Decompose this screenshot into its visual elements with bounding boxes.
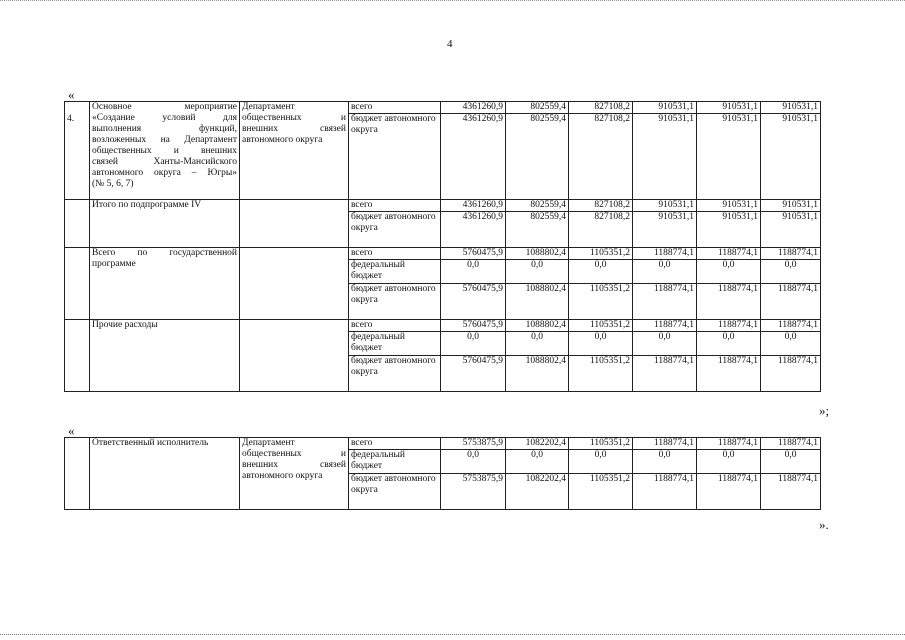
funding-source: бюджет автономного округа <box>349 284 441 320</box>
value-cell: 1105351,2 <box>569 356 633 392</box>
value-cell: 5760475,9 <box>441 284 506 320</box>
table-row <box>65 320 821 332</box>
scan-top-edge <box>0 0 905 3</box>
value-cell: 910531,1 <box>697 212 761 248</box>
value-cell: 1188774,1 <box>697 474 761 510</box>
value-cell: 910531,1 <box>633 200 697 212</box>
value-cell: 1088802,4 <box>506 356 569 392</box>
value-cell: 1188774,1 <box>633 320 697 332</box>
value-cell: 1188774,1 <box>633 474 697 510</box>
table-row <box>65 248 821 260</box>
value-cell: 1188774,1 <box>761 438 821 450</box>
value-cell: 1188774,1 <box>697 320 761 332</box>
closing-quote-1: »; <box>819 403 830 418</box>
value-cell: 4361260,9 <box>441 102 506 114</box>
funding-source: федеральный бюджет <box>349 450 441 474</box>
value-cell: 0,0 <box>569 332 633 356</box>
value-cell: 5760475,9 <box>441 320 506 332</box>
value-cell: 802559,4 <box>506 114 569 200</box>
value-cell: 4361260,9 <box>441 114 506 200</box>
value-cell: 0,0 <box>506 260 569 284</box>
value-cell: 910531,1 <box>633 102 697 114</box>
funding-source: федеральный бюджет <box>349 260 441 284</box>
value-cell: 0,0 <box>761 450 821 474</box>
value-cell: 910531,1 <box>761 114 821 200</box>
value-cell: 910531,1 <box>761 200 821 212</box>
table-row <box>65 438 821 450</box>
page-number: 4 <box>447 38 453 50</box>
value-cell: 5760475,9 <box>441 248 506 260</box>
total-name: Всего по государственной программе <box>90 248 240 320</box>
executor-label: Ответственный исполнитель <box>90 438 240 510</box>
value-cell: 910531,1 <box>633 212 697 248</box>
funding-source: всего <box>349 102 441 114</box>
value-cell: 1088802,4 <box>506 284 569 320</box>
funding-source: бюджет автономного округа <box>349 356 441 392</box>
value-cell: 0,0 <box>697 332 761 356</box>
value-cell: 1088802,4 <box>506 248 569 260</box>
value-cell: 1105351,2 <box>569 248 633 260</box>
other-expenses-name: Прочие расходы <box>90 320 240 392</box>
scan-bottom-edge <box>0 634 905 637</box>
value-cell: 910531,1 <box>697 114 761 200</box>
measure-name: Основное мероприятие «Создание условий для выполнения функций, возложенных на Департамент общественных и внешних связей Ханты-Мансийского автономного округа – Югры» (№ 5, 6, 7) <box>90 102 240 200</box>
value-cell: 1188774,1 <box>697 438 761 450</box>
value-cell: 1188774,1 <box>761 248 821 260</box>
value-cell: 1188774,1 <box>633 356 697 392</box>
closing-quote-2: ». <box>819 517 829 532</box>
value-cell: 0,0 <box>506 450 569 474</box>
measure-executor: Департамент общественных и внешних связей автономного округа <box>240 102 349 200</box>
value-cell: 0,0 <box>633 332 697 356</box>
opening-quote-1: « <box>68 87 75 102</box>
funding-source: всего <box>349 320 441 332</box>
value-cell: 1188774,1 <box>697 356 761 392</box>
value-cell: 0,0 <box>761 332 821 356</box>
funding-source: бюджет автономного округа <box>349 474 441 510</box>
value-cell: 910531,1 <box>761 212 821 248</box>
value-cell: 802559,4 <box>506 212 569 248</box>
value-cell: 0,0 <box>569 260 633 284</box>
value-cell: 802559,4 <box>506 200 569 212</box>
value-cell: 0,0 <box>441 332 506 356</box>
table-row <box>65 200 821 212</box>
value-cell: 4361260,9 <box>441 212 506 248</box>
subtotal-name: Итого по подпрограмме IV <box>90 200 240 248</box>
value-cell: 1188774,1 <box>697 284 761 320</box>
value-cell: 827108,2 <box>569 212 633 248</box>
funding-source: бюджет автономного округа <box>349 212 441 248</box>
value-cell: 910531,1 <box>633 114 697 200</box>
value-cell: 0,0 <box>569 450 633 474</box>
value-cell: 0,0 <box>697 260 761 284</box>
value-cell: 827108,2 <box>569 200 633 212</box>
value-cell: 0,0 <box>633 260 697 284</box>
value-cell: 1188774,1 <box>761 284 821 320</box>
opening-quote-2: « <box>68 423 75 438</box>
value-cell: 1105351,2 <box>569 284 633 320</box>
value-cell: 5753875,9 <box>441 438 506 450</box>
value-cell: 0,0 <box>506 332 569 356</box>
value-cell: 1188774,1 <box>633 248 697 260</box>
value-cell: 802559,4 <box>506 102 569 114</box>
value-cell: 1082202,4 <box>506 438 569 450</box>
executor-table <box>64 437 821 510</box>
value-cell: 1105351,2 <box>569 474 633 510</box>
funding-source: всего <box>349 248 441 260</box>
value-cell: 0,0 <box>633 450 697 474</box>
value-cell: 1105351,2 <box>569 438 633 450</box>
value-cell: 910531,1 <box>761 102 821 114</box>
value-cell: 827108,2 <box>569 114 633 200</box>
value-cell: 1188774,1 <box>697 248 761 260</box>
measure-number: 4. <box>65 102 90 200</box>
value-cell: 1105351,2 <box>569 320 633 332</box>
program-table <box>64 101 821 392</box>
value-cell: 1082202,4 <box>506 474 569 510</box>
value-cell: 1188774,1 <box>633 438 697 450</box>
funding-source: всего <box>349 438 441 450</box>
executor-name: Департамент общественных и внешних связей автономного округа <box>240 438 349 510</box>
value-cell: 5760475,9 <box>441 356 506 392</box>
table-row <box>65 102 821 114</box>
value-cell: 910531,1 <box>697 200 761 212</box>
funding-source: всего <box>349 200 441 212</box>
value-cell: 0,0 <box>441 260 506 284</box>
value-cell: 827108,2 <box>569 102 633 114</box>
value-cell: 1188774,1 <box>761 356 821 392</box>
funding-source: федеральный бюджет <box>349 332 441 356</box>
value-cell: 1088802,4 <box>506 320 569 332</box>
value-cell: 4361260,9 <box>441 200 506 212</box>
value-cell: 0,0 <box>697 450 761 474</box>
value-cell: 1188774,1 <box>633 284 697 320</box>
value-cell: 0,0 <box>441 450 506 474</box>
value-cell: 910531,1 <box>697 102 761 114</box>
value-cell: 1188774,1 <box>761 474 821 510</box>
funding-source: бюджет автономного округа <box>349 114 441 200</box>
value-cell: 0,0 <box>761 260 821 284</box>
value-cell: 5753875,9 <box>441 474 506 510</box>
value-cell: 1188774,1 <box>761 320 821 332</box>
